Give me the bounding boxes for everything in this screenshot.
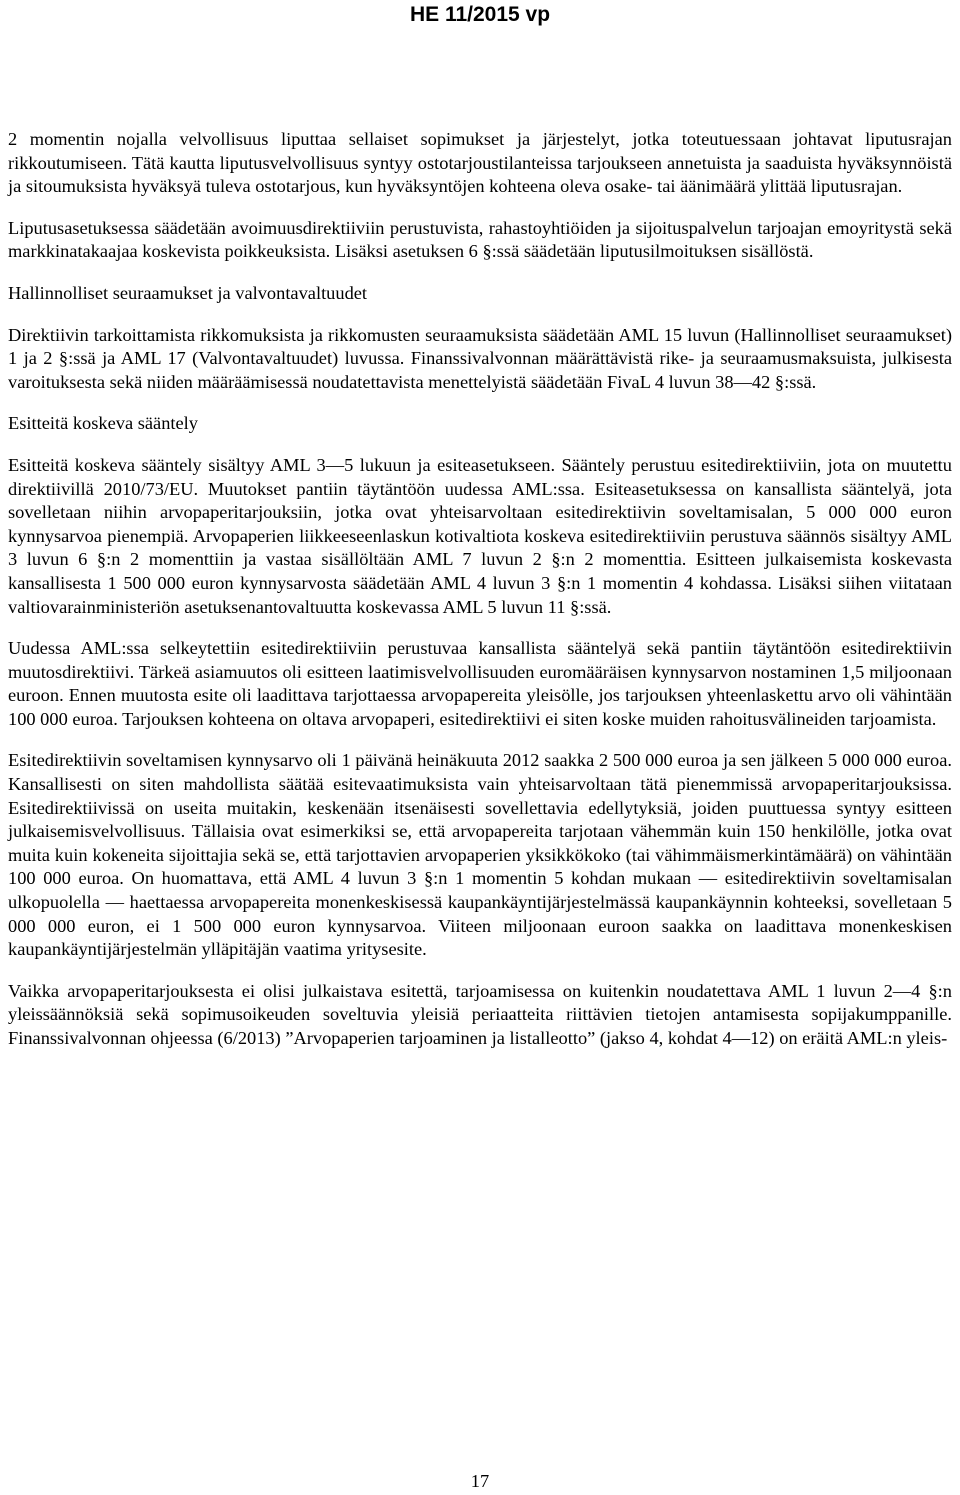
paragraph-tarjoaminen: Vaikka arvopaperitarjouksesta ei olisi julkaistava esitettä, tarjoamisessa on kuitenkin noudatettava AML 1 luvun 2—4 §:n yleissäännöksiä sekä sopimusoikeuden soveltuvia yleisiä periaatteita riittävien tietojen antamisesta sopijakumppanille. Finanssivalvonnan ohjeessa (6/2013) ”Arvopaperien tarjoaminen ja listalleotto” (jakso 4, kohdat 4—12) on eräitä AML:n yleis-: [8, 980, 952, 1048]
document-header: HE 11/2015 vp: [409, 3, 551, 26]
paragraph-kynnysarvo: Esitedirektiivin soveltamisen kynnysarvo oli 1 päivänä heinäkuuta 2012 saakka 2 500 000 euroa ja sen jälkeen 5 000 000 euroa. Kansallisesti on siten mahdollista säätää esitevaatimuksista vain yhteisarvoltaan tätä pienemmissä arvopaperitarjouksissa. Esitedirektiivissä on useita muitakin, keskenään itsenäisesti sovellettavia edellytyksiä, joiden puuttuessa syntyy esitteen julkaisemisvelvollisuus. Tällaisia ovat esimerkiksi se, että arvopapereita tarjotaan vähemmän kuin 150 henkilölle, jotka ovat muita kuin kokeneita sijoittajia sekä se, että tarjottavien arvopaperien yksikkökoko (tai vähimmäismerkintämäärä) on vähintään 100 000 euroa. On huomattava, että AML 4 luvun 3 §:n 1 momentin 5 kohdan mukaan — esitedirektiivin soveltamisalan ulkopuolella — haettaessa arvopapereita monenkeskisessä kaupankäyntijärjestelmässä kaupankäynnin kohteeksi, sovelletaan 5 000 000 euron, ei 1 500 000 euron kynnysarvoa. Viiteen miljoonaan euroon saakka on laadittava monenkeskisen kaupankäyntijärjestelmän ylläpitäjän vaatima yritysesite.: [8, 750, 952, 960]
section-heading-esitteet: Esitteitä koskeva sääntely: [8, 413, 198, 434]
paragraph-liputusvelvollisuus: 2 momentin nojalla velvollisuus liputtaa sellaiset sopimukset ja järjestelyt, jotka toteutuessaan johtavat liputusrajan rikkoutumiseen. Tätä kautta liputusvelvollisuus syntyy ostotarjoustilanteissa tarjoukseen annetuista ja saaduista hyväksynnöistä ja sitoumuksista hyväksyä tuleva ostotarjous, kun hyväksyntöjen kohteena oleva osake- tai äänimäärä ylittää liputusrajan.: [8, 129, 952, 197]
paragraph-seuraamukset: Direktiivin tarkoittamista rikkomuksista ja rikkomusten seuraamuksista säädetään AML 15 luvun (Hallinnolliset seuraamukset) 1 ja 2 §:ssä ja AML 17 (Valvontavaltuudet) luvussa. Finanssivalvonnan määrättävistä rike- ja seuraamusmaksuista, julkisesta varoituksesta sekä niiden määräämisessä noudatettavista menettelyistä säädetään FivaL 4 luvun 38—42 §:ssä.: [8, 324, 952, 392]
document-body: [8, 128, 952, 1051]
paragraph-esitteet: Esitteitä koskeva sääntely sisältyy AML 3—5 lukuun ja esiteasetukseen. Sääntely perustuu esitedirektiiviin, jota on muutettu direktiivillä 2010/73/EU. Muutokset pantiin täytäntöön uudessa AML:ssa. Esiteasetuksessa on kansallista sääntelyä, jota sovelletaan niihin arvopaperitarjouksiin, jotka ovat yhteisarvoltaan esitedirektiivin soveltamisalan, 5 000 000 euron kynnysarvoa pienempiä. Arvopaperien liikkeeseenlaskun kotivaltiota koskeva esitedirektiiviin perustuva säännös sisältyy AML 3 luvun 6 §:n 2 momenttiin ja vastaa sisällöltään AML 7 luvun 2 §:n 2 momenttia. Esitteen julkaisemista koskevasta kansallisesta 1 500 000 euron kynnysarvosta säädetään AML 4 luvun 3 §:n 1 momentin 4 kohdassa. Lisäksi siihen viitataan valtiovarainministeriön asetuksenantovaltuutta koskevassa AML 5 luvun 11 §:ssä.: [8, 454, 952, 617]
paragraph-uusi-aml: Uudessa AML:ssa selkeytettiin esitedirektiiviin perustuvaa kansallista sääntelyä sekä pantiin täytäntöön esitedirektiivin muutosdirektiivi. Tärkeä asiamuutos oli esitteen laatimisvelvollisuuden euromääräisen kynnysarvon nostaminen 1,5 miljoonaan euroon. Ennen muutosta esite oli laadittava tarjottaessa arvopapereita yleisölle, jos tarjouksen yhteenlaskettu arvo oli vähintään 100 000 euroa. Tarjouksen kohteena on oltava arvopaperi, esitedirektiivi ei siten koske muiden rahoitusvälineiden tarjoamista.: [8, 638, 952, 729]
section-heading-seuraamukset: Hallinnolliset seuraamukset ja valvontavaltuudet: [8, 282, 368, 303]
paragraph-liputusasetus: Liputusasetuksessa säädetään avoimuusdirektiiviin perustuvista, rahastoyhtiöiden ja sijoituspalvelun tarjoajan emoyritystä sekä markkinatakaajaa koskevista poikkeuksista. Lisäksi asetuksen 6 §:ssä säädetään liputusilmoituksen sisällöstä.: [8, 217, 952, 262]
page-number: 17: [470, 1471, 490, 1491]
